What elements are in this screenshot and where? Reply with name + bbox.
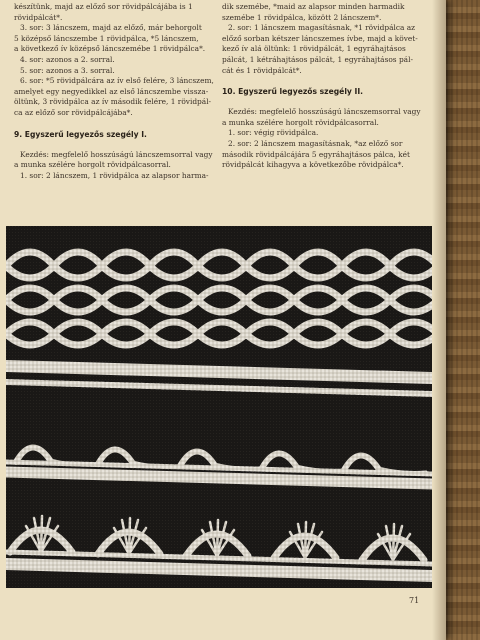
text-line: 1. sor: végig rövidpálca. (228, 128, 319, 138)
text-line: amelyet egy negyedikkel az első láncszembe vissza- (14, 86, 209, 96)
text-line: pálcát, 1 kétráhajtásos pálcát, 1 egyráhajtásos pál- (222, 54, 413, 64)
text-line: 5. sor: azonos a 3. sorral. (20, 65, 115, 75)
text-line: 1. sor: 2 láncszem, 1 rövidpálca az alapsor harma- (20, 170, 209, 180)
text-line: kező ív alá öltünk: 1 rövidpálcát, 1 egyráhajtásos (222, 44, 406, 54)
section-heading-9: 9. Egyszerű legyezős szegély I. (14, 129, 147, 139)
text-line: a munka szélére horgolt rövidpálcasorral. (222, 117, 379, 127)
right-text-column (222, 2, 430, 171)
text-line: ca az előző sor rövidpálcájába*. (14, 107, 133, 117)
text-line: 5 középső láncszembe 1 rövidpálca, *5 láncszem, (14, 33, 199, 43)
text-line: 2. sor: 1 láncszem magasításnak, *1 rövidpálca az (228, 23, 416, 33)
text-line: készítünk, majd az előző sor rövidpálcájába is 1 (14, 2, 193, 11)
crochet-edging-photo (6, 226, 432, 588)
text-line: 6. sor: *5 rövidpálcára az ív első felére, 3 láncszem, (20, 76, 214, 86)
text-line: 4. sor: azonos a 2. sorral. (20, 54, 115, 64)
text-line: Kezdés: megfelelő hosszúságú láncszemsorral vagy (20, 149, 213, 159)
text-line: szemébe 1 rövidpálca, között 2 láncszem*. (222, 12, 382, 22)
section-heading-10: 10. Egyszerű legyezős szegély II. (222, 87, 364, 97)
page-number: 71 (409, 596, 420, 605)
text-line: előző sorban kétszer láncszemes ívbe, majd a követ- (222, 33, 418, 43)
text-line: 2. sor: 2 láncszem magasításnak, *az előző sor (228, 138, 403, 148)
text-line: rövidpálcát*. (14, 12, 63, 22)
text-line: Kezdés: megfelelő hosszúságú láncszemsorral vagy (228, 107, 421, 117)
text-line: cát és 1 rövidpálcát*. (222, 65, 302, 75)
text-line: dik szemébe, *maid az alapsor minden harmadik (222, 2, 405, 11)
text-line: öltünk, 3 rövidpálca az ív második felére, 1 rövidpál- (14, 97, 212, 107)
text-line: rövidpálcát kihagyva a következőbe rövidpálca*. (222, 160, 404, 170)
text-line: 3. sor: 3 láncszem, majd az előző, már behorgolt (20, 23, 202, 33)
text-line: a munka szélére horgolt rövidpálcasorral. (14, 160, 171, 170)
text-line: második rövidpálcájára 5 egyráhajtásos pálca, két (222, 149, 410, 159)
text-line: a következő ív középső láncszemébe 1 rövidpálca*. (14, 44, 206, 54)
left-text-column (14, 2, 214, 181)
